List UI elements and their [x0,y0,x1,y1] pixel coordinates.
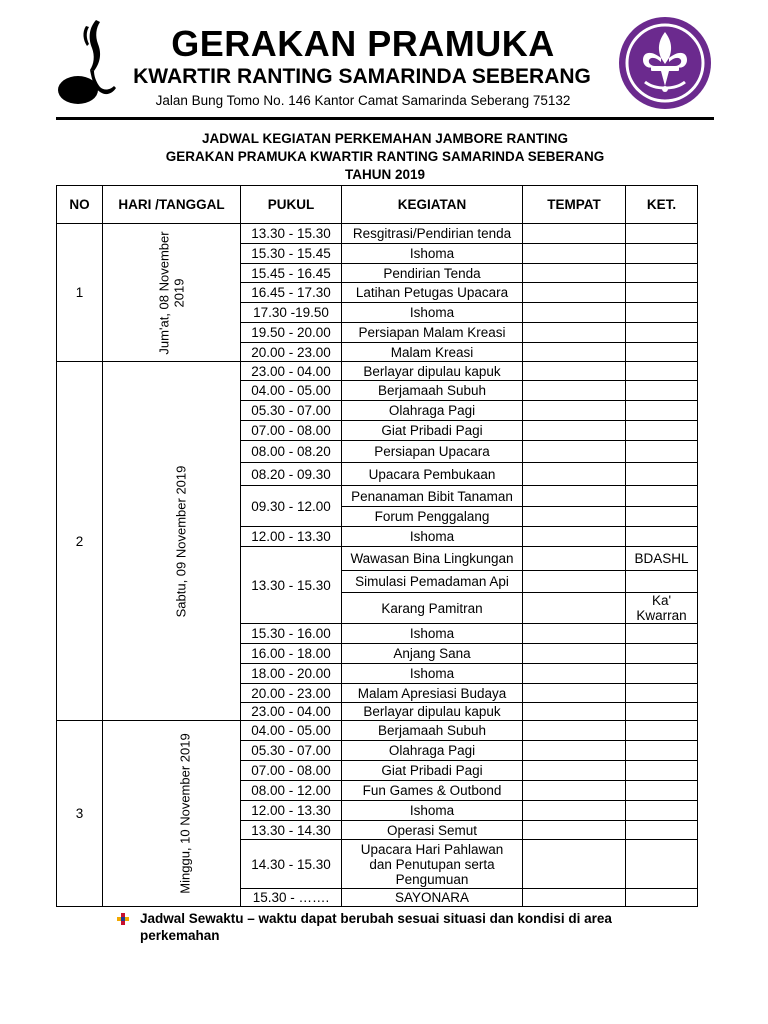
time-cell: 15.30 - 15.45 [241,244,342,264]
place-cell [523,381,626,401]
place-cell [523,507,626,527]
activity-cell: Ishoma [342,527,523,547]
note-cell [626,507,698,527]
note-cell [626,323,698,343]
place-cell [523,486,626,507]
note-cell [626,821,698,840]
day-date [103,721,241,907]
note-cell [626,527,698,547]
activity-cell: Persiapan Malam Kreasi [342,323,523,343]
place-cell [523,421,626,441]
place-cell [523,441,626,463]
time-cell: 12.00 - 13.30 [241,527,342,547]
time-cell: 23.00 - 04.00 [241,703,342,721]
activity-cell: Upacara Pembukaan [342,463,523,486]
note-cell [626,421,698,441]
note-cell [626,781,698,801]
activity-cell: Olahraga Pagi [342,741,523,761]
activity-cell: Berlayar dipulau kapuk [342,362,523,381]
note-cell [626,571,698,593]
activity-cell: Persiapan Upacara [342,441,523,463]
activity-cell: Penanaman Bibit Tanaman [342,486,523,507]
time-cell: 14.30 - 15.30 [241,840,342,889]
place-cell [523,571,626,593]
time-cell: 05.30 - 07.00 [241,741,342,761]
note-cell [626,401,698,421]
activity-cell [342,840,523,889]
activity-cell: Forum Penggalang [342,507,523,527]
place-cell [523,244,626,264]
day-date-line-1: Jum'at, 08 November [156,230,172,355]
activity-cell: Ishoma [342,624,523,644]
time-cell: 16.45 - 17.30 [241,283,342,303]
note-cell [626,840,698,889]
place-cell [523,721,626,741]
note-cell: BDASHL [626,547,698,571]
time-cell: 19.50 - 20.00 [241,323,342,343]
day-date-line-2: 2019 [171,278,187,307]
note-cell [626,664,698,684]
place-cell [523,264,626,283]
time-cell: 16.00 - 18.00 [241,644,342,664]
note-cell: Ka' Kwarran [626,593,698,624]
place-cell [523,303,626,323]
time-cell: 04.00 - 05.00 [241,721,342,741]
time-cell: 20.00 - 23.00 [241,684,342,703]
note-cell [626,624,698,644]
note-cell [626,244,698,264]
time-cell: 12.00 - 13.30 [241,801,342,821]
note-cell [626,441,698,463]
day-number: 1 [57,224,103,362]
day-date-line-1: Sabtu, 09 November 2019 [173,465,189,617]
place-cell [523,801,626,821]
time-cell: 20.00 - 23.00 [241,343,342,362]
note-cell [626,343,698,362]
title-line-1: JADWAL KEGIATAN PERKEMAHAN JAMBORE RANTING [201,131,568,146]
activity-cell: Latihan Petugas Upacara [342,283,523,303]
time-cell: 07.00 - 08.00 [241,421,342,441]
activity-cell: Karang Pamitran [342,593,523,624]
org-subtitle: KWARTIR RANTING SAMARINDA SEBERANG [133,65,591,88]
activity-cell: Malam Apresiasi Budaya [342,684,523,703]
activity-cell: SAYONARA [342,889,523,907]
place-cell [523,401,626,421]
note-cell [626,703,698,721]
place-cell [523,224,626,244]
day-date [103,362,241,721]
place-cell [523,283,626,303]
activity-cell: Ishoma [342,664,523,684]
activity-cell: Olahraga Pagi [342,401,523,421]
time-cell: 07.00 - 08.00 [241,761,342,781]
header-place: TEMPAT [523,186,626,224]
place-cell [523,527,626,547]
title-line-3: TAHUN 2019 [344,167,426,182]
org-address: Jalan Bung Tomo No. 146 Kantor Camat Samarinda Seberang 75132 [155,93,571,108]
day-date-line-1: Minggu, 10 November 2019 [177,733,193,894]
activity-cell: Ishoma [342,801,523,821]
header-activity: KEGIATAN [342,186,523,224]
place-cell [523,463,626,486]
activity-cell: Berlayar dipulau kapuk [342,703,523,721]
footnote-text [140,910,670,944]
activity-cell: Anjang Sana [342,644,523,664]
document-title [56,130,714,184]
activity-line-1: Upacara Hari Pahlawan [360,841,504,857]
place-cell [523,362,626,381]
activity-cell: Operasi Semut [342,821,523,840]
note-cell [626,761,698,781]
place-cell [523,781,626,801]
note-cell [626,283,698,303]
place-cell [523,593,626,624]
time-cell: 08.00 - 12.00 [241,781,342,801]
time-cell: 13.30 - 15.30 [241,547,342,624]
note-cell [626,463,698,486]
place-cell [523,547,626,571]
table-row [57,721,698,741]
header-time: PUKUL [241,186,342,224]
time-cell: 15.45 - 16.45 [241,264,342,283]
place-cell [523,741,626,761]
time-cell: 13.30 - 14.30 [241,821,342,840]
place-cell [523,840,626,889]
note-cell [626,224,698,244]
activity-cell: Ishoma [342,244,523,264]
place-cell [523,323,626,343]
place-cell [523,343,626,362]
footnote-line-1: Jadwal Sewaktu – waktu dapat berubah sesuai situasi dan kondisi di area [140,911,612,926]
time-cell: 15.30 - ……. [241,889,342,907]
note-cell [626,801,698,821]
activity-cell: Fun Games & Outbond [342,781,523,801]
place-cell [523,889,626,907]
note-cell [626,486,698,507]
note-cell [626,381,698,401]
day-number: 3 [57,721,103,907]
time-cell: 08.00 - 08.20 [241,441,342,463]
activity-cell: Resgitrasi/Pendirian tenda [342,224,523,244]
header-divider [56,117,714,120]
time-cell: 04.00 - 05.00 [241,381,342,401]
table-row [57,362,698,381]
activity-cell: Berjamaah Subuh [342,381,523,401]
table-row [57,224,698,244]
time-cell: 23.00 - 04.00 [241,362,342,381]
activity-cell: Ishoma [342,303,523,323]
header-date: HARI /TANGGAL [103,186,241,224]
place-cell [523,821,626,840]
place-cell [523,644,626,664]
world-scout-emblem-icon [615,16,715,110]
activity-cell: Simulasi Pemadaman Api [342,571,523,593]
time-cell: 17.30 -19.50 [241,303,342,323]
time-cell: 05.30 - 07.00 [241,401,342,421]
activity-cell: Giat Pribadi Pagi [342,421,523,441]
header-no: NO [57,186,103,224]
pramuka-tunas-kelapa-logo [56,18,118,110]
activity-cell: Berjamaah Subuh [342,721,523,741]
place-cell [523,664,626,684]
day-number: 2 [57,362,103,721]
place-cell [523,624,626,644]
note-cell [626,362,698,381]
time-cell: 09.30 - 12.00 [241,486,342,527]
header-note: KET. [626,186,698,224]
letterhead [0,0,768,116]
note-cell [626,303,698,323]
activity-line-2: dan Penutupan serta [369,856,495,872]
place-cell [523,684,626,703]
day-date [103,224,241,362]
place-cell [523,703,626,721]
place-cell [523,761,626,781]
activity-line-3: Pengumuan [395,871,469,887]
activity-cell: Malam Kreasi [342,343,523,362]
footnote-line-2: perkemahan [140,928,220,943]
time-cell: 18.00 - 20.00 [241,664,342,684]
schedule-table [56,185,698,907]
time-cell: 13.30 - 15.30 [241,224,342,244]
time-cell: 08.20 - 09.30 [241,463,342,486]
note-cell [626,741,698,761]
title-line-2: GERAKAN PRAMUKA KWARTIR RANTING SAMARINDA SEBERANG [165,149,605,164]
activity-cell: Giat Pribadi Pagi [342,761,523,781]
time-cell: 15.30 - 16.00 [241,624,342,644]
org-title: GERAKAN PRAMUKA [171,23,555,64]
note-cell [626,264,698,283]
note-cell [626,721,698,741]
activity-cell: Pendirian Tenda [342,264,523,283]
activity-cell: Wawasan Bina Lingkungan [342,547,523,571]
note-cell [626,889,698,907]
bullet-icon [116,912,130,926]
note-cell [626,644,698,664]
table-header-row [57,186,698,224]
note-cell [626,684,698,703]
